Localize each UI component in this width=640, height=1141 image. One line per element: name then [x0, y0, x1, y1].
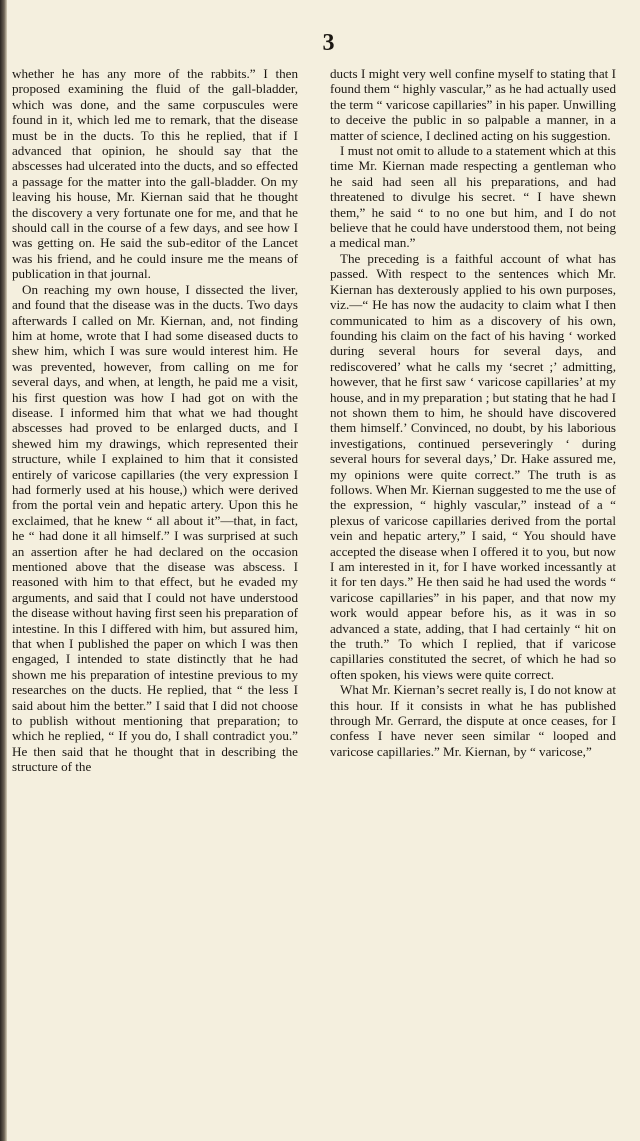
- left-column: [12, 66, 298, 775]
- book-binding-edge: [0, 0, 7, 1141]
- paragraph: On reaching my own house, I dissected the liver, and found that the disease was in the ducts. Two days afterwards I called on Mr. Kiernan, and, not finding him at home, wrote that I had some diseased ducts to shew him, which I was sure would interest him. He was prevented, however, from calling on me for several days, and when, at length, he paid me a visit, his first question was how I had got on with the disease. I informed him that what we had thought abscesses had proved to be enlarged ducts, and I shewed him my drawings, which represented their structure, while I explained to him that it consisted entirely of varicose capillaries (the very expression I had formerly used at his house,) which were derived from the portal vein and hepatic artery. Upon this he exclaimed, that he knew “ all about it”—that, in fact, he “ had done it all himself.” I was surprised at such an assertion after he had declared on the occasion mentioned above that the disease was abscess. I reasoned with him to that effect, but he evaded my arguments, and said that I could not have understood the disease without having first seen his preparation of intestine. In this I differed with him, but assured him, that when I published the paper on which I was then engaged, I intended to state distinctly that he had shown me his preparation of intestine previous to my researches on the ducts. He replied, that “ the less I said about him the better.” I said that I did not choose to publish without mentioning that preparation; to which he replied, “ If you do, I shall contradict you.” He then said that he thought that in describing the structure of the: [12, 281, 298, 775]
- paragraph: I must not omit to allude to a statement which at this time Mr. Kiernan made respecting a gentleman who he said had seen all his preparations, and had threatened to divulge his secret. “ I have shewn them,” he said “ to no one but him, and I do not believe that he could have understood them, not being a medical man.”: [330, 143, 616, 251]
- paragraph: ducts I might very well confine myself to stating that I found them “ highly vascular,” as he had actually used the term “ varicose capillaries” in his paper. Unwilling to deceive the public in so palpable a manner, in a matter of science, I declined acting on his suggestion.: [330, 66, 616, 143]
- paragraph: whether he has any more of the rabbits.” I then proposed examining the fluid of the gall-bladder, which was done, and the same corpuscules were found in it, which led me to remark, that the disease must be in the ducts. To this he replied, that if I advanced that opinion, he should say that the abscesses had ulcerated into the ducts, and so effected a passage for the matter into the gall-bladder. On my leaving his house, Mr. Kiernan said that he thought the discovery a very fortunate one for me, and that he should call in the course of a few days, and see how I was getting on. He said the sub-editor of the Lancet was his friend, and he could insure me the means of publication in that journal.: [12, 66, 298, 282]
- right-column: [330, 66, 616, 775]
- paragraph: What Mr. Kiernan’s secret really is, I do not know at this hour. If it consists in what he has published through Mr. Gerrard, the dispute at once ceases, for I confess I have never seen similar “ looped and varicose capillaries.” Mr. Kiernan, by “ varicose,”: [330, 682, 616, 759]
- page-number: 3: [322, 30, 336, 56]
- text-columns: [12, 66, 616, 775]
- paragraph: The preceding is a faithful account of what has passed. With respect to the sentences which Mr. Kiernan has dexterously applied to his own purposes, viz.—“ He has now the audacity to claim what I then communicated to him as a discovery of his own, founding his claim on the fact of his having ‘ worked during several hours for several days, and rediscovered’ what he calls my ‘secret ;’ admitting, however, that he first saw ‘ varicose capillaries’ at my house, and in my preparation ; but stating that he had I not shown them to him, he should have discovered them himself.’ Convinced, no doubt, by his laborious investigations, continued perseveringly ‘ during several hours for several days,’ Dr. Hake assured me, my opinions were quite correct.” The truth is as follows. When Mr. Kiernan suggested to me the use of the expression, “ highly vascular,” instead of a “ plexus of varicose capillaries derived from the portal vein and hepatic artery,” I said, “ You should have accepted the disease when I offered it to you, but now I am interested in it, for I have worked incessantly at it for ten days.” He then said he had used the words “ varicose capillaries” in his paper, and that now my work would appear before his, as it was in so advanced a state, adding, that I had certainly “ hit on the truth.” To which I replied, that if varicose capillaries constituted the secret, of which he had so often spoken, his views were quite correct.: [330, 250, 616, 682]
